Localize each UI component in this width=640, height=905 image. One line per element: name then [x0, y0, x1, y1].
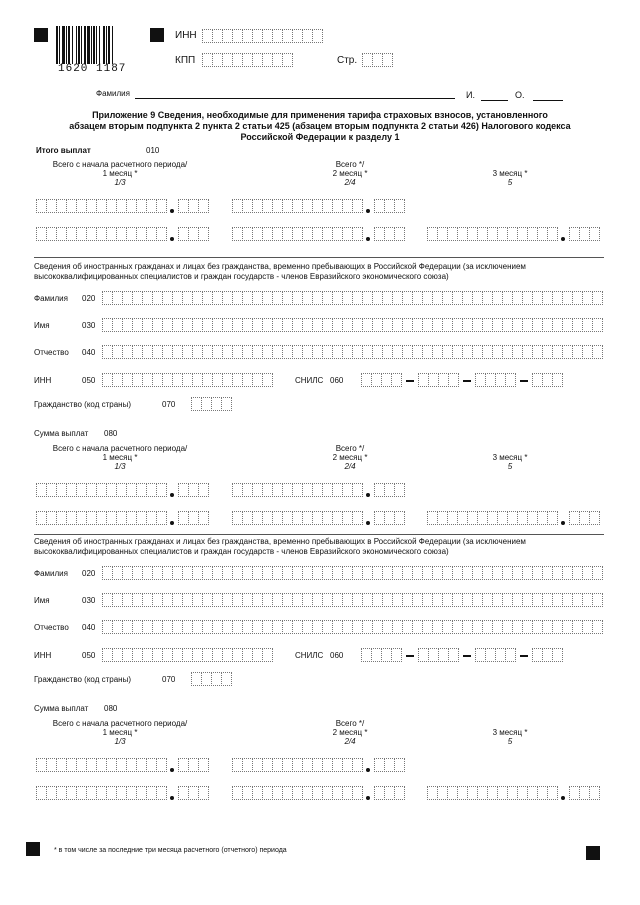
amount-row2-col2-integer[interactable]	[232, 227, 362, 241]
amount-row1-col2-fraction[interactable]	[374, 483, 404, 497]
header-initial-o-label: О.	[515, 90, 525, 100]
totals-code: 010	[146, 146, 160, 155]
input-cell[interactable]	[505, 373, 516, 387]
block0-intro-line1: Сведения об иностранных гражданах и лицах без гражданства, временно пребывающих в Российской Федерации (за исключением	[34, 262, 526, 271]
block0-snils-code: 060	[330, 376, 344, 385]
barcode-bar	[99, 26, 100, 64]
input-cell[interactable]	[592, 566, 603, 580]
amount-row2-col2-fraction[interactable]	[374, 786, 404, 800]
block1-sum-code: 080	[104, 704, 118, 713]
col1-header-line1: Всего с начала расчетного периода/	[52, 160, 188, 169]
amount-row1-col1-integer[interactable]	[36, 483, 166, 497]
input-cell[interactable]	[156, 758, 167, 772]
input-cell[interactable]	[262, 648, 273, 662]
amount-row2-col1-integer[interactable]	[36, 511, 166, 525]
input-cell[interactable]	[547, 227, 558, 241]
block1-intro-line1: Сведения об иностранных гражданах и лицах без гражданства, временно пребывающих в Российской Федерации (за исключением	[34, 537, 526, 546]
amount-row2-col3-fraction[interactable]	[569, 227, 599, 241]
input-cell[interactable]	[156, 786, 167, 800]
amount-row2-col2-integer[interactable]	[232, 511, 362, 525]
amount-row2-col1-decimal-point	[170, 237, 174, 241]
amount-row2-col1-fraction[interactable]	[178, 511, 208, 525]
input-cell[interactable]	[352, 227, 363, 241]
amount-row1-col1-decimal-point	[170, 493, 174, 497]
input-cell[interactable]	[221, 397, 232, 411]
alignment-marker-top-mid	[150, 28, 164, 42]
block1-snils-code: 060	[330, 651, 344, 660]
block1-patronymic-cells[interactable]	[102, 620, 602, 634]
input-cell[interactable]	[352, 511, 363, 525]
barcode-bar	[91, 26, 92, 64]
amount-row2-col2-decimal-point	[366, 796, 370, 800]
header-initial-i-label: И.	[466, 90, 475, 100]
barcode-bar	[59, 26, 60, 64]
input-cell[interactable]	[391, 648, 402, 662]
block1-sum-label: Сумма выплат	[34, 704, 89, 713]
block1-name-cells[interactable]	[102, 593, 602, 607]
block0-inn-label: ИНН	[34, 376, 52, 385]
block1-patronymic-label: Отчество	[34, 623, 69, 632]
block0-sum-code: 080	[104, 429, 118, 438]
input-cell[interactable]	[394, 227, 405, 241]
input-cell[interactable]	[394, 758, 405, 772]
block0-patronymic-label: Отчество	[34, 348, 69, 357]
alignment-marker-bottom-left	[26, 842, 40, 856]
amount-row1-col1-fraction[interactable]	[178, 199, 208, 213]
block0-patronymic-cells[interactable]	[102, 345, 602, 359]
barcode-bar	[93, 26, 95, 64]
amount-row1-col2-fraction[interactable]	[374, 199, 404, 213]
amount-row1-col2-integer[interactable]	[232, 758, 362, 772]
block0-name-label: Имя	[34, 321, 50, 330]
amount-row1-col2-decimal-point	[366, 493, 370, 497]
block0-snils-part1[interactable]	[361, 373, 401, 387]
barcode-bar	[106, 26, 107, 64]
col3-header-line2: 5	[507, 462, 513, 471]
amount-row2-col3-integer[interactable]	[427, 511, 557, 525]
block1-snils-part4[interactable]	[532, 648, 562, 662]
input-cell[interactable]	[312, 29, 323, 43]
input-cell[interactable]	[589, 227, 600, 241]
kpp-label: КПП	[175, 55, 196, 66]
block0-citizenship-cells[interactable]	[191, 397, 231, 411]
input-cell[interactable]	[592, 345, 603, 359]
input-cell[interactable]	[448, 648, 459, 662]
input-cell[interactable]	[589, 786, 600, 800]
inn-cells[interactable]	[202, 29, 322, 43]
input-cell[interactable]	[592, 593, 603, 607]
block1-surname-code: 020	[82, 569, 96, 578]
col2-header-line1: Всего */	[335, 719, 365, 728]
page-cells[interactable]	[362, 53, 392, 67]
col3-header-line2: 5	[507, 178, 513, 187]
block0-surname-code: 020	[82, 294, 96, 303]
block0-citizenship-label: Гражданство (код страны)	[34, 400, 131, 409]
appendix-title-line1: Приложение 9 Сведения, необходимые для применения тарифа страховых взносов, установленного	[92, 110, 548, 120]
col2-header-line1: Всего */	[335, 444, 365, 453]
input-cell[interactable]	[282, 53, 293, 67]
input-cell[interactable]	[156, 511, 167, 525]
input-cell[interactable]	[552, 648, 563, 662]
input-cell[interactable]	[547, 511, 558, 525]
input-cell[interactable]	[156, 483, 167, 497]
amount-row2-col3-integer[interactable]	[427, 786, 557, 800]
amount-row2-col2-fraction[interactable]	[374, 511, 404, 525]
header-surname-label: Фамилия	[96, 89, 130, 98]
block0-name-code: 030	[82, 321, 96, 330]
input-cell[interactable]	[448, 373, 459, 387]
input-cell[interactable]	[156, 227, 167, 241]
barcode-bar	[108, 26, 110, 64]
col2-header-line3: 2/4	[344, 737, 356, 746]
barcode-bar	[72, 26, 73, 64]
col1-header-line1: Всего с начала расчетного периода/	[52, 719, 188, 728]
amount-row1-col2-decimal-point	[366, 209, 370, 213]
header-initial-i-line[interactable]	[481, 100, 508, 101]
block1-snils-part2[interactable]	[418, 648, 458, 662]
block1-snils-dash3	[520, 655, 528, 657]
input-cell[interactable]	[589, 511, 600, 525]
block1-surname-cells[interactable]	[102, 566, 602, 580]
block0-snils-part3[interactable]	[475, 373, 515, 387]
block1-snils-dash2	[463, 655, 471, 657]
barcode-bar	[78, 26, 80, 64]
inn-label: ИНН	[175, 30, 197, 41]
block0-surname-cells[interactable]	[102, 291, 602, 305]
section-divider	[34, 257, 604, 258]
block0-snils-label: СНИЛС	[295, 376, 324, 385]
input-cell[interactable]	[505, 648, 516, 662]
amount-row2-col2-decimal-point	[366, 237, 370, 241]
input-cell[interactable]	[198, 483, 209, 497]
input-cell[interactable]	[592, 620, 603, 634]
input-cell[interactable]	[394, 483, 405, 497]
block0-surname-label: Фамилия	[34, 294, 68, 303]
block0-snils-part4[interactable]	[532, 373, 562, 387]
block0-sum-label: Сумма выплат	[34, 429, 89, 438]
amount-row2-col3-decimal-point	[561, 237, 565, 241]
input-cell[interactable]	[221, 672, 232, 686]
barcode-bar	[62, 26, 65, 64]
input-cell[interactable]	[394, 786, 405, 800]
kpp-cells[interactable]	[202, 53, 292, 67]
input-cell[interactable]	[382, 53, 393, 67]
block1-citizenship-label: Гражданство (код страны)	[34, 675, 131, 684]
input-cell[interactable]	[552, 373, 563, 387]
block1-name-label: Имя	[34, 596, 50, 605]
input-cell[interactable]	[352, 199, 363, 213]
col2-header-line2: 2 месяц *	[332, 169, 368, 178]
col1-header-line3: 1/3	[114, 462, 126, 471]
col1-header-line1: Всего с начала расчетного периода/	[52, 444, 188, 453]
amount-row1-col1-decimal-point	[170, 209, 174, 213]
input-cell[interactable]	[394, 511, 405, 525]
col3-header-line1: 3 месяц *	[492, 453, 528, 462]
header-surname-line[interactable]	[135, 98, 455, 99]
amount-row1-col1-decimal-point	[170, 768, 174, 772]
block1-snils-part3[interactable]	[475, 648, 515, 662]
section-divider-2	[34, 534, 604, 535]
block0-snils-dash1	[406, 380, 414, 382]
block0-citizenship-code: 070	[162, 400, 176, 409]
barcode-bar	[68, 26, 70, 64]
block1-surname-label: Фамилия	[34, 569, 68, 578]
col1-header-line3: 1/3	[114, 178, 126, 187]
amount-row2-col2-integer[interactable]	[232, 786, 362, 800]
col1-header-line2: 1 месяц *	[102, 728, 138, 737]
col1-header-line2: 1 месяц *	[102, 453, 138, 462]
block1-snils-label: СНИЛС	[295, 651, 324, 660]
block0-snils-dash2	[463, 380, 471, 382]
amount-row2-col2-decimal-point	[366, 521, 370, 525]
appendix-title-line2: абзацем вторым подпункта 2 пункта 2 статьи 425 (абзацем вторым подпункта 2 статьи 426) Налогового кодекса	[69, 121, 571, 131]
col2-header-line3: 2/4	[344, 178, 356, 187]
block0-patronymic-code: 040	[82, 348, 96, 357]
block1-inn-label: ИНН	[34, 651, 52, 660]
barcode-bar	[87, 26, 90, 64]
input-cell[interactable]	[352, 483, 363, 497]
col3-header-line1: 3 месяц *	[492, 169, 528, 178]
col2-header-line3: 2/4	[344, 462, 356, 471]
amount-row2-col1-integer[interactable]	[36, 227, 166, 241]
input-cell[interactable]	[394, 199, 405, 213]
barcode-bar	[96, 26, 97, 64]
footer-note: * в том числе за последние три месяца расчетного (отчетного) периода	[54, 847, 287, 854]
block1-citizenship-cells[interactable]	[191, 672, 231, 686]
amount-row2-col3-integer[interactable]	[427, 227, 557, 241]
amount-row2-col3-decimal-point	[561, 796, 565, 800]
amount-row1-col2-fraction[interactable]	[374, 758, 404, 772]
amount-row2-col1-decimal-point	[170, 796, 174, 800]
block0-intro-line2: высококвалифицированных специалистов и граждан государств - членов Евразийского экономического союза)	[34, 272, 449, 281]
input-cell[interactable]	[262, 373, 273, 387]
amount-row2-col1-decimal-point	[170, 521, 174, 525]
amount-row1-col2-decimal-point	[366, 768, 370, 772]
header-initial-o-line[interactable]	[533, 100, 563, 101]
input-cell[interactable]	[592, 318, 603, 332]
block0-inn-code: 050	[82, 376, 96, 385]
barcode-number: 1620 1187	[58, 63, 127, 75]
barcode-bar	[112, 26, 113, 64]
barcode-bar	[66, 26, 67, 64]
input-cell[interactable]	[198, 199, 209, 213]
col2-header-line2: 2 месяц *	[332, 453, 368, 462]
amount-row1-col1-integer[interactable]	[36, 199, 166, 213]
input-cell[interactable]	[198, 786, 209, 800]
block1-inn-cells[interactable]	[102, 648, 272, 662]
block1-citizenship-code: 070	[162, 675, 176, 684]
alignment-marker-top-left	[34, 28, 48, 42]
block0-snils-dash3	[520, 380, 528, 382]
block0-snils-part2[interactable]	[418, 373, 458, 387]
amount-row1-col2-integer[interactable]	[232, 199, 362, 213]
alignment-marker-bottom-right	[586, 846, 600, 860]
amount-row1-col1-fraction[interactable]	[178, 483, 208, 497]
block1-patronymic-code: 040	[82, 623, 96, 632]
amount-row2-col2-fraction[interactable]	[374, 227, 404, 241]
block1-snils-dash1	[406, 655, 414, 657]
block0-inn-cells[interactable]	[102, 373, 272, 387]
amount-row1-col1-integer[interactable]	[36, 758, 166, 772]
input-cell[interactable]	[352, 786, 363, 800]
input-cell[interactable]	[198, 511, 209, 525]
block1-inn-code: 050	[82, 651, 96, 660]
totals-label: Итого выплат	[36, 146, 91, 155]
input-cell[interactable]	[547, 786, 558, 800]
barcode-bar	[56, 26, 58, 64]
barcode-bar	[76, 26, 77, 64]
page-label: Стр.	[337, 55, 358, 66]
col1-header-line3: 1/3	[114, 737, 126, 746]
amount-row2-col3-decimal-point	[561, 521, 565, 525]
block1-name-code: 030	[82, 596, 96, 605]
appendix-title-line3: Российской Федерации к разделу 1	[240, 132, 400, 142]
barcode-image	[56, 26, 136, 64]
col2-header-line1: Всего */	[335, 160, 365, 169]
input-cell[interactable]	[352, 758, 363, 772]
amount-row1-col1-fraction[interactable]	[178, 758, 208, 772]
amount-row2-col1-fraction[interactable]	[178, 227, 208, 241]
col3-header-line1: 3 месяц *	[492, 728, 528, 737]
amount-row2-col3-fraction[interactable]	[569, 511, 599, 525]
input-cell[interactable]	[198, 758, 209, 772]
barcode-bar	[103, 26, 105, 64]
input-cell[interactable]	[391, 373, 402, 387]
block1-snils-part1[interactable]	[361, 648, 401, 662]
amount-row2-col1-integer[interactable]	[36, 786, 166, 800]
amount-row1-col2-integer[interactable]	[232, 483, 362, 497]
input-cell[interactable]	[198, 227, 209, 241]
amount-row2-col1-fraction[interactable]	[178, 786, 208, 800]
barcode-bar	[84, 26, 86, 64]
barcode-bar	[81, 26, 82, 64]
amount-row2-col3-fraction[interactable]	[569, 786, 599, 800]
col3-header-line2: 5	[507, 737, 513, 746]
block0-name-cells[interactable]	[102, 318, 602, 332]
col1-header-line2: 1 месяц *	[102, 169, 138, 178]
col2-header-line2: 2 месяц *	[332, 728, 368, 737]
input-cell[interactable]	[592, 291, 603, 305]
input-cell[interactable]	[156, 199, 167, 213]
block1-intro-line2: высококвалифицированных специалистов и граждан государств - членов Евразийского экономического союза)	[34, 547, 449, 556]
